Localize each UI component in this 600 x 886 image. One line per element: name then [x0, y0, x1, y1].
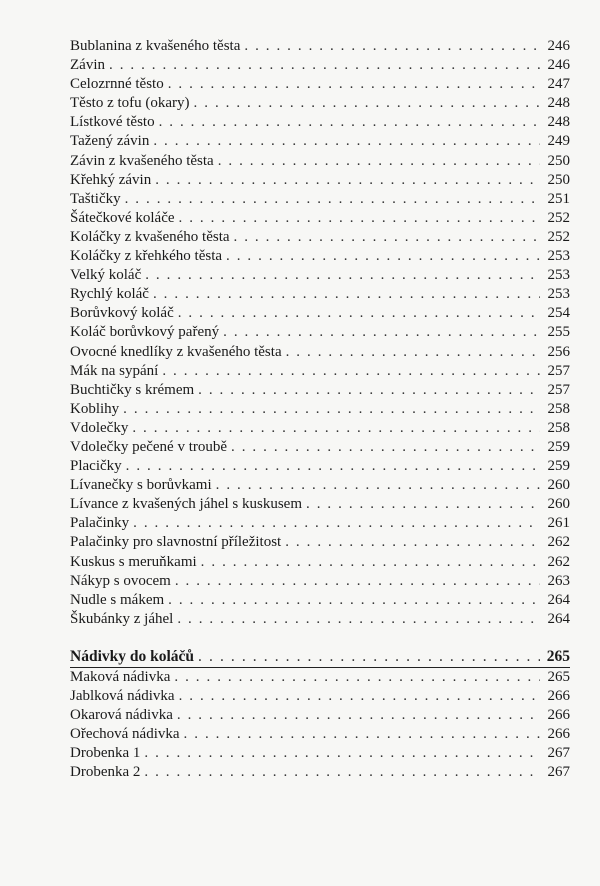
entry-page-number: 247 — [547, 76, 570, 93]
entry-page-number: 262 — [547, 553, 570, 570]
entry-title: Celozrnné těsto — [70, 76, 164, 93]
toc-entry[interactable] — [70, 495, 570, 514]
entry-title: Taštičky — [70, 190, 121, 207]
entry-page-number: 260 — [547, 477, 570, 494]
leader-dots — [177, 706, 540, 725]
leader-dots — [201, 553, 540, 572]
leader-dots — [155, 171, 540, 190]
leader-dots — [126, 457, 540, 476]
leader-dots — [125, 190, 540, 209]
toc-entry[interactable] — [70, 75, 570, 94]
leader-dots — [178, 304, 540, 323]
entry-title: Bublanina z kvašeného těsta — [70, 38, 241, 54]
toc-entry[interactable] — [70, 514, 570, 533]
entry-page-number: 266 — [547, 726, 570, 743]
entry-title: Lístkové těsto — [70, 114, 155, 131]
entry-title: Rychlý koláč — [70, 286, 149, 303]
leader-dots — [153, 285, 540, 304]
leader-dots — [109, 56, 540, 75]
leader-dots — [132, 419, 540, 438]
entry-title: Borůvkový koláč — [70, 305, 174, 322]
entry-page-number: 265 — [547, 669, 570, 685]
entry-title: Koláč borůvkový pařený — [70, 324, 220, 341]
toc-entry[interactable] — [70, 285, 570, 304]
toc-entry[interactable] — [70, 572, 570, 591]
toc-entry[interactable] — [70, 476, 570, 495]
entry-page-number: 248 — [547, 95, 570, 112]
entry-title: Drobenka 1 — [70, 745, 141, 762]
toc-entry[interactable] — [70, 190, 570, 209]
toc-entry[interactable] — [70, 591, 570, 610]
leader-dots — [234, 228, 540, 247]
toc-entry[interactable] — [70, 247, 570, 266]
leader-dots — [144, 763, 540, 782]
toc-entry[interactable] — [70, 381, 570, 400]
toc-entry[interactable] — [70, 171, 570, 190]
toc-entry[interactable] — [70, 668, 570, 687]
entry-title: Palačinky — [70, 515, 130, 532]
entry-page-number: 250 — [547, 171, 570, 188]
entry-title: Nákyp s ovocem — [70, 572, 171, 589]
leader-dots — [123, 400, 540, 419]
leader-dots — [145, 266, 540, 285]
leader-dots — [168, 591, 540, 610]
toc-entry[interactable] — [70, 553, 570, 572]
entry-page-number: 259 — [547, 438, 570, 455]
leader-dots — [174, 668, 540, 687]
entry-title: Ořechová nádivka — [70, 726, 180, 743]
leader-dots — [286, 343, 540, 362]
entry-title: Palačinky pro slavnostní příležitost — [70, 534, 282, 551]
toc-entry[interactable] — [70, 323, 570, 342]
section-entries — [70, 668, 570, 783]
entry-page-number: 257 — [547, 381, 570, 398]
entry-title: Šátečkové koláče — [70, 209, 175, 226]
toc-entry[interactable] — [70, 94, 570, 113]
entry-title: Koláčky z kvašeného těsta — [70, 228, 230, 245]
entry-page-number: 258 — [547, 400, 570, 417]
entry-page-number: 246 — [547, 38, 570, 54]
leader-dots — [244, 37, 540, 56]
section-page-number: 265 — [546, 647, 570, 665]
toc-entry[interactable] — [70, 610, 570, 629]
toc-entry[interactable] — [70, 132, 570, 151]
entry-title: Vdolečky pečené v troubě — [70, 438, 228, 455]
entry-title: Závin z kvašeného těsta — [70, 152, 214, 169]
entry-page-number: 256 — [547, 343, 570, 360]
entry-page-number: 263 — [547, 572, 570, 589]
leader-dots — [162, 362, 540, 381]
leader-dots — [175, 572, 540, 591]
leader-dots — [198, 381, 540, 400]
leader-dots — [159, 113, 540, 132]
table-of-contents — [70, 37, 570, 783]
entry-page-number: 266 — [547, 688, 570, 705]
toc-entry[interactable] — [70, 744, 570, 763]
leader-dots — [285, 533, 540, 552]
leader-dots — [177, 610, 540, 629]
toc-entry[interactable] — [70, 419, 570, 438]
entry-title: Mák na sypání — [70, 362, 159, 379]
entry-page-number: 250 — [547, 152, 570, 169]
toc-entry[interactable] — [70, 706, 570, 725]
leader-dots — [133, 514, 540, 533]
leader-dots — [179, 209, 540, 228]
entry-page-number: 264 — [547, 610, 570, 627]
entry-title: Koláčky z křehkého těsta — [70, 248, 223, 265]
entry-page-number: 253 — [547, 286, 570, 303]
entry-page-number: 267 — [547, 745, 570, 762]
toc-entry[interactable] — [70, 687, 570, 706]
toc-entry[interactable] — [70, 400, 570, 419]
toc-entries — [70, 37, 570, 629]
entry-title: Těsto z tofu (okary) — [70, 95, 190, 112]
leader-dots — [226, 247, 540, 266]
entry-page-number: 259 — [547, 458, 570, 475]
entry-page-number: 252 — [547, 209, 570, 226]
entry-title: Velký koláč — [70, 267, 142, 284]
entry-title: Závin — [70, 57, 105, 74]
entry-title: Placičky — [70, 458, 122, 475]
entry-page-number: 252 — [547, 228, 570, 245]
entry-title: Tažený závin — [70, 133, 150, 150]
entry-page-number: 253 — [547, 267, 570, 284]
toc-entry[interactable] — [70, 37, 570, 56]
section-gap — [70, 629, 570, 647]
entry-page-number: 261 — [547, 515, 570, 532]
toc-entry[interactable] — [70, 304, 570, 323]
entry-title: Okarová nádivka — [70, 707, 173, 724]
toc-entry[interactable] — [70, 362, 570, 381]
entry-title: Lívance z kvašených jáhel s kuskusem — [70, 496, 303, 513]
toc-entry[interactable] — [70, 56, 570, 75]
leader-dots — [184, 725, 540, 744]
leader-dots — [168, 75, 540, 94]
entry-page-number: 266 — [547, 707, 570, 724]
leader-dots — [194, 94, 540, 113]
toc-entry[interactable] — [70, 113, 570, 132]
section-heading[interactable] — [70, 647, 570, 666]
entry-title: Maková nádivka — [70, 669, 171, 685]
entry-page-number: 260 — [547, 496, 570, 513]
entry-page-number: 246 — [547, 57, 570, 74]
entry-title: Vdolečky — [70, 419, 129, 436]
toc-entry[interactable] — [70, 438, 570, 457]
toc-entry[interactable] — [70, 266, 570, 285]
leader-dots — [216, 476, 540, 495]
entry-page-number: 253 — [547, 248, 570, 265]
leader-dots — [306, 495, 540, 514]
toc-entry[interactable] — [70, 457, 570, 476]
toc-entry[interactable] — [70, 533, 570, 552]
toc-entry[interactable] — [70, 343, 570, 362]
entry-page-number: 258 — [547, 419, 570, 436]
entry-title: Jablková nádivka — [70, 688, 175, 705]
leader-dots — [231, 438, 540, 457]
toc-entry[interactable] — [70, 763, 570, 782]
leader-dots — [153, 132, 540, 151]
entry-page-number: 254 — [547, 305, 570, 322]
leader-dots — [218, 152, 540, 171]
entry-title: Buchtičky s krémem — [70, 381, 195, 398]
entry-title: Drobenka 2 — [70, 764, 141, 781]
entry-title: Křehký závin — [70, 171, 152, 188]
entry-page-number: 251 — [547, 190, 570, 207]
entry-page-number: 267 — [547, 764, 570, 781]
toc-entry[interactable] — [70, 209, 570, 228]
entry-page-number: 257 — [547, 362, 570, 379]
leader-dots — [198, 647, 540, 666]
entry-title: Škubánky z jáhel — [70, 610, 174, 627]
leader-dots — [144, 744, 540, 763]
entry-page-number: 262 — [547, 534, 570, 551]
section-title: Nádivky do koláčů — [70, 647, 195, 665]
entry-page-number: 248 — [547, 114, 570, 131]
entry-page-number: 264 — [547, 591, 570, 608]
toc-entry[interactable] — [70, 228, 570, 247]
entry-title: Lívanečky s borůvkami — [70, 477, 212, 494]
entry-page-number: 255 — [547, 324, 570, 341]
leader-dots — [179, 687, 540, 706]
entry-title: Koblihy — [70, 400, 120, 417]
entry-page-number: 249 — [547, 133, 570, 150]
toc-entry[interactable] — [70, 152, 570, 171]
entry-title: Kuskus s meruňkami — [70, 553, 197, 570]
entry-title: Ovocné knedlíky z kvašeného těsta — [70, 343, 282, 360]
entry-title: Nudle s mákem — [70, 591, 165, 608]
toc-entry[interactable] — [70, 725, 570, 744]
leader-dots — [223, 323, 540, 342]
